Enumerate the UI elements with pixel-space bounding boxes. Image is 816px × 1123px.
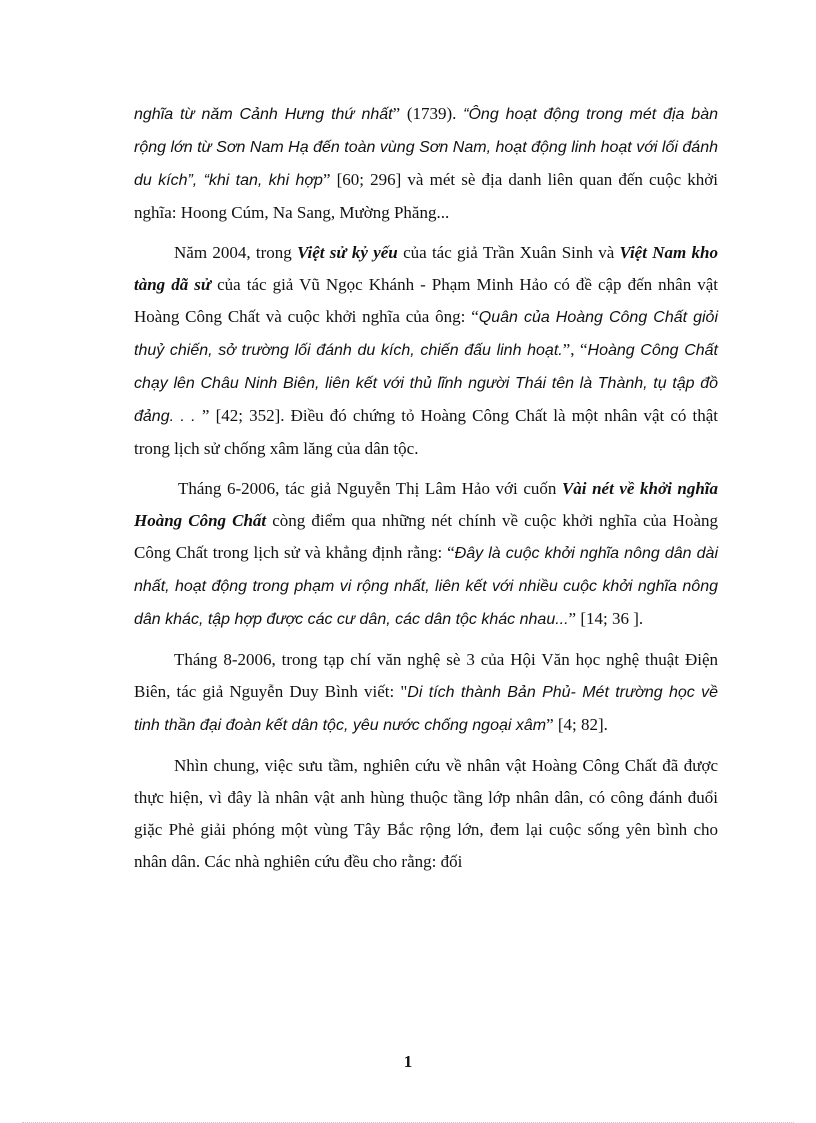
text-run: nghĩa từ năm Cảnh Hưng thứ nhất	[134, 106, 393, 123]
text-run: ”, “	[562, 340, 588, 359]
text-run: ” [42; 352]. Điều đó chứng tỏ Hoàng Công Chất là một nhân vật có thật trong lịch sử chống xâm lăng của dân tộc.	[134, 406, 719, 458]
book-title: Việt sử kỷ yếu	[297, 243, 398, 262]
quote-text: Quân của Hoàng Công Chất giỏi thuỷ chiến, sở trường lối đánh du kích, chiến đấu linh hoạt.	[134, 309, 719, 359]
paragraph-4	[134, 644, 718, 742]
text-run: của tác giả Vũ Ngọc Khánh - Phạm Minh Hảo có đề cập đến nhân vật Hoàng Công Chất và cuộc khởi nghĩa của ông: “	[134, 275, 719, 326]
text-run: Nhìn chung, việc sưu tầm, nghiên cứu về nhân vật Hoàng Công Chất đã được thực hiện, vì đây là nhân vật anh hùng thuộc tầng lớp nhân dân, có công đánh đuổi giặc Phẻ giải phóng một vùng Tây Bắc rộng lớn, đem lại cuộc sống yên bình cho nhân dân. Các nhà nghiên cứu đều cho rằng: đối	[134, 756, 718, 871]
text-run: ” (1739).	[392, 104, 464, 123]
body-text	[134, 98, 718, 886]
book-title: Vài nét về khởi nghĩa Hoàng Công Chất	[134, 479, 719, 530]
quote-text: Di tích thành Bản Phủ- Mét trường học về tinh thần đại đoàn kết dân tộc, yêu nước chống ngoại xâm	[134, 684, 718, 734]
paragraph-2	[134, 237, 718, 465]
paragraph-3	[134, 473, 718, 636]
text-run: Năm 2004, trong	[174, 243, 298, 262]
text-run: “Ông hoạt động trong mét địa bàn rộng lớn từ Sơn Nam Hạ đến toàn vùng Sơn Nam, hoạt động linh hoạt với lối đánh du kích”, “khi tan, khi hợp	[134, 106, 719, 189]
text-run: còng điểm qua những nét chính về cuộc khởi nghĩa của Hoàng Công Chất trong lịch sử và khẳng định rằng: “	[134, 511, 718, 562]
text-run: Tháng 8-2006, trong tạp chí văn nghệ sè 3 của Hội Văn học nghệ thuật Điện Biên, tác giả Nguyễn Duy Bình viết: "	[134, 650, 718, 701]
quote-text: Đây là cuộc khởi nghĩa nông dân dài nhất, hoạt động trong phạm vi rộng nhất, liên kết với nhiều cuộc khởi nghĩa nông dân khác, tập hợp được các cư dân, các dân tộc khác nhau...	[134, 545, 718, 628]
paragraph-5	[134, 750, 718, 878]
text-run: ” [14; 36 ].	[568, 609, 644, 628]
page-number: 1	[403, 1052, 413, 1071]
book-title: Việt Nam kho tàng dã sử	[134, 243, 718, 294]
text-run: ” [60; 296] và mét sè địa danh liên quan đến cuộc khởi nghĩa: Hoong Cúm, Na Sang, Mường Phăng...	[134, 170, 718, 222]
text-run: ” [4; 82].	[546, 715, 608, 734]
paragraph-1	[134, 98, 718, 229]
text-run: của tác giả Trần Xuân Sinh và	[397, 243, 620, 262]
text-run: Tháng 6-2006, tác giả Nguyễn Thị Lâm Hảo với cuốn	[178, 479, 562, 498]
quote-text: Hoàng Công Chất chạy lên Châu Ninh Biên, liên kết với thủ lĩnh người Thái tên là Thành, tụ tập đồ đảng. . .	[134, 342, 719, 425]
